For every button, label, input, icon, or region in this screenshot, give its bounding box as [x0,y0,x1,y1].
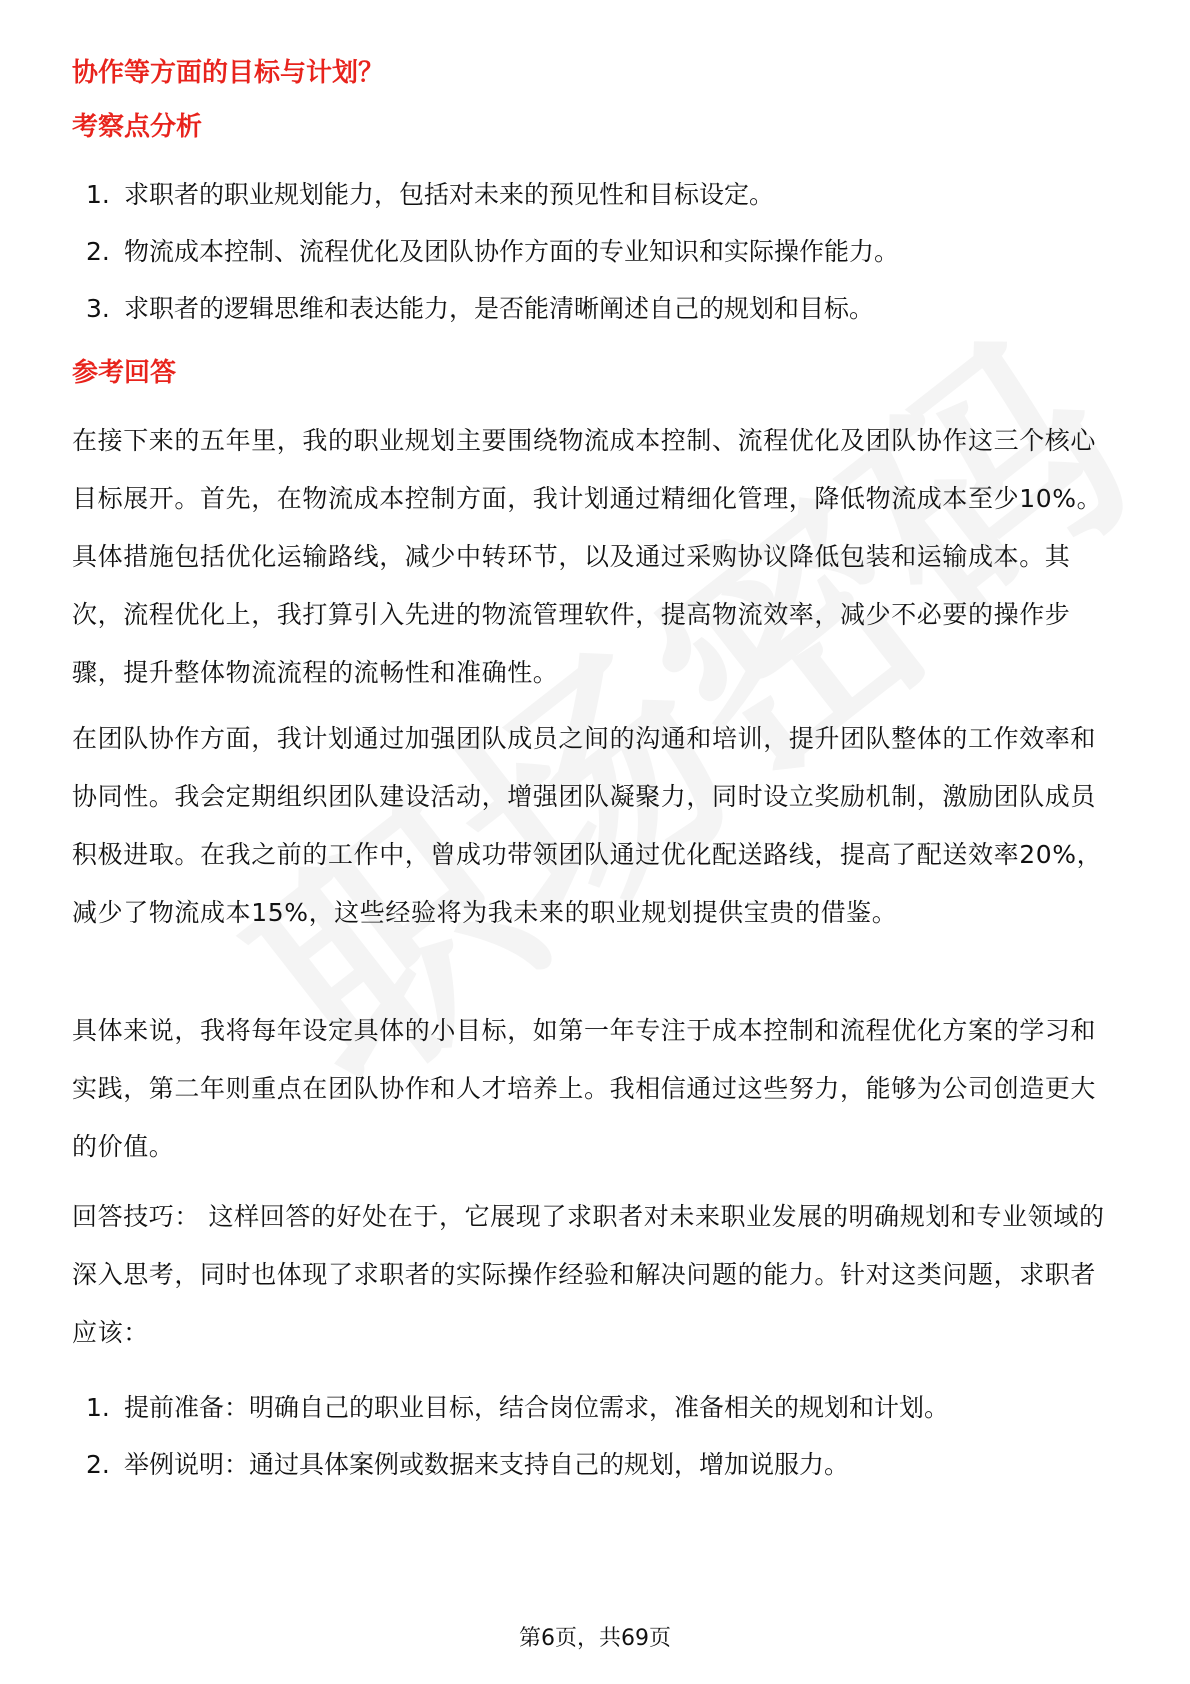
list-number: 1. [86,1393,110,1422]
list-number: 2. [86,1450,110,1479]
analysis-heading: 考察点分析 [72,112,203,142]
document-page [72,0,1118,1684]
list-number: 2. [86,237,110,266]
answer-paragraph: 具体来说，我将每年设定具体的小目标，如第一年专注于成本控制和流程优化方案的学习和实践，第二年则重点在团队协作和人才培养上。我相信通过这些努力，能够为公司创造更大的价值。 [72,1016,1097,1161]
tips-list [72,1379,1118,1493]
answer-paragraph: 在团队协作方面，我计划通过加强团队成员之间的沟通和培训，提升团队整体的工作效率和协同性。我会定期组织团队建设活动，增强团队凝聚力，同时设立奖励机制，激励团队成员积极进取。在我之前的工作中，曾成功带领团队通过优化配送路线，提高了配送效率20%，减少了物流成本15%，这些经验将为我未来的职业规划提供宝贵的借鉴。 [72,724,1103,927]
page-footer: 第6页，共69页 [519,1626,671,1651]
list-item [72,223,1118,280]
list-item [72,1379,1118,1436]
answer-paragraph: 在接下来的五年里，我的职业规划主要围绕物流成本控制、流程优化及团队协作这三个核心目标展开。首先，在物流成本控制方面，我计划通过精细化管理，降低物流成本至少10%。具体措施包括优化运输路线，减少中转环节，以及通过采购协议降低包装和运输成本。其次，流程优化上，我打算引入先进的物流管理软件，提高物流效率，减少不必要的操作步骤，提升整体物流流程的流畅性和准确性。 [72,426,1103,687]
list-number: 1. [86,180,110,209]
list-item [72,166,1118,223]
list-item [72,1436,1118,1493]
list-text: 举例说明：通过具体案例或数据来支持自己的规划，增加说服力。 [124,1450,850,1479]
question-heading: 协作等方面的目标与计划？ [72,58,385,88]
list-text: 提前准备：明确自己的职业目标，结合岗位需求，准备相关的规划和计划。 [124,1393,950,1422]
answer-tips-paragraph: 回答技巧： 这样回答的好处在于，它展现了求职者对未来职业发展的明确规划和专业领域的深入思考，同时也体现了求职者的实际操作经验和解决问题的能力。针对这类问题，求职者应该： [72,1202,1105,1347]
list-number: 3. [86,294,110,323]
list-text: 求职者的逻辑思维和表达能力，是否能清晰阐述自己的规划和目标。 [124,294,875,323]
list-text: 求职者的职业规划能力，包括对未来的预见性和目标设定。 [124,180,775,209]
list-item [72,280,1118,337]
analysis-list [72,166,1118,337]
list-text: 物流成本控制、流程优化及团队协作方面的专业知识和实际操作能力。 [124,237,900,266]
answer-heading: 参考回答 [72,358,177,388]
